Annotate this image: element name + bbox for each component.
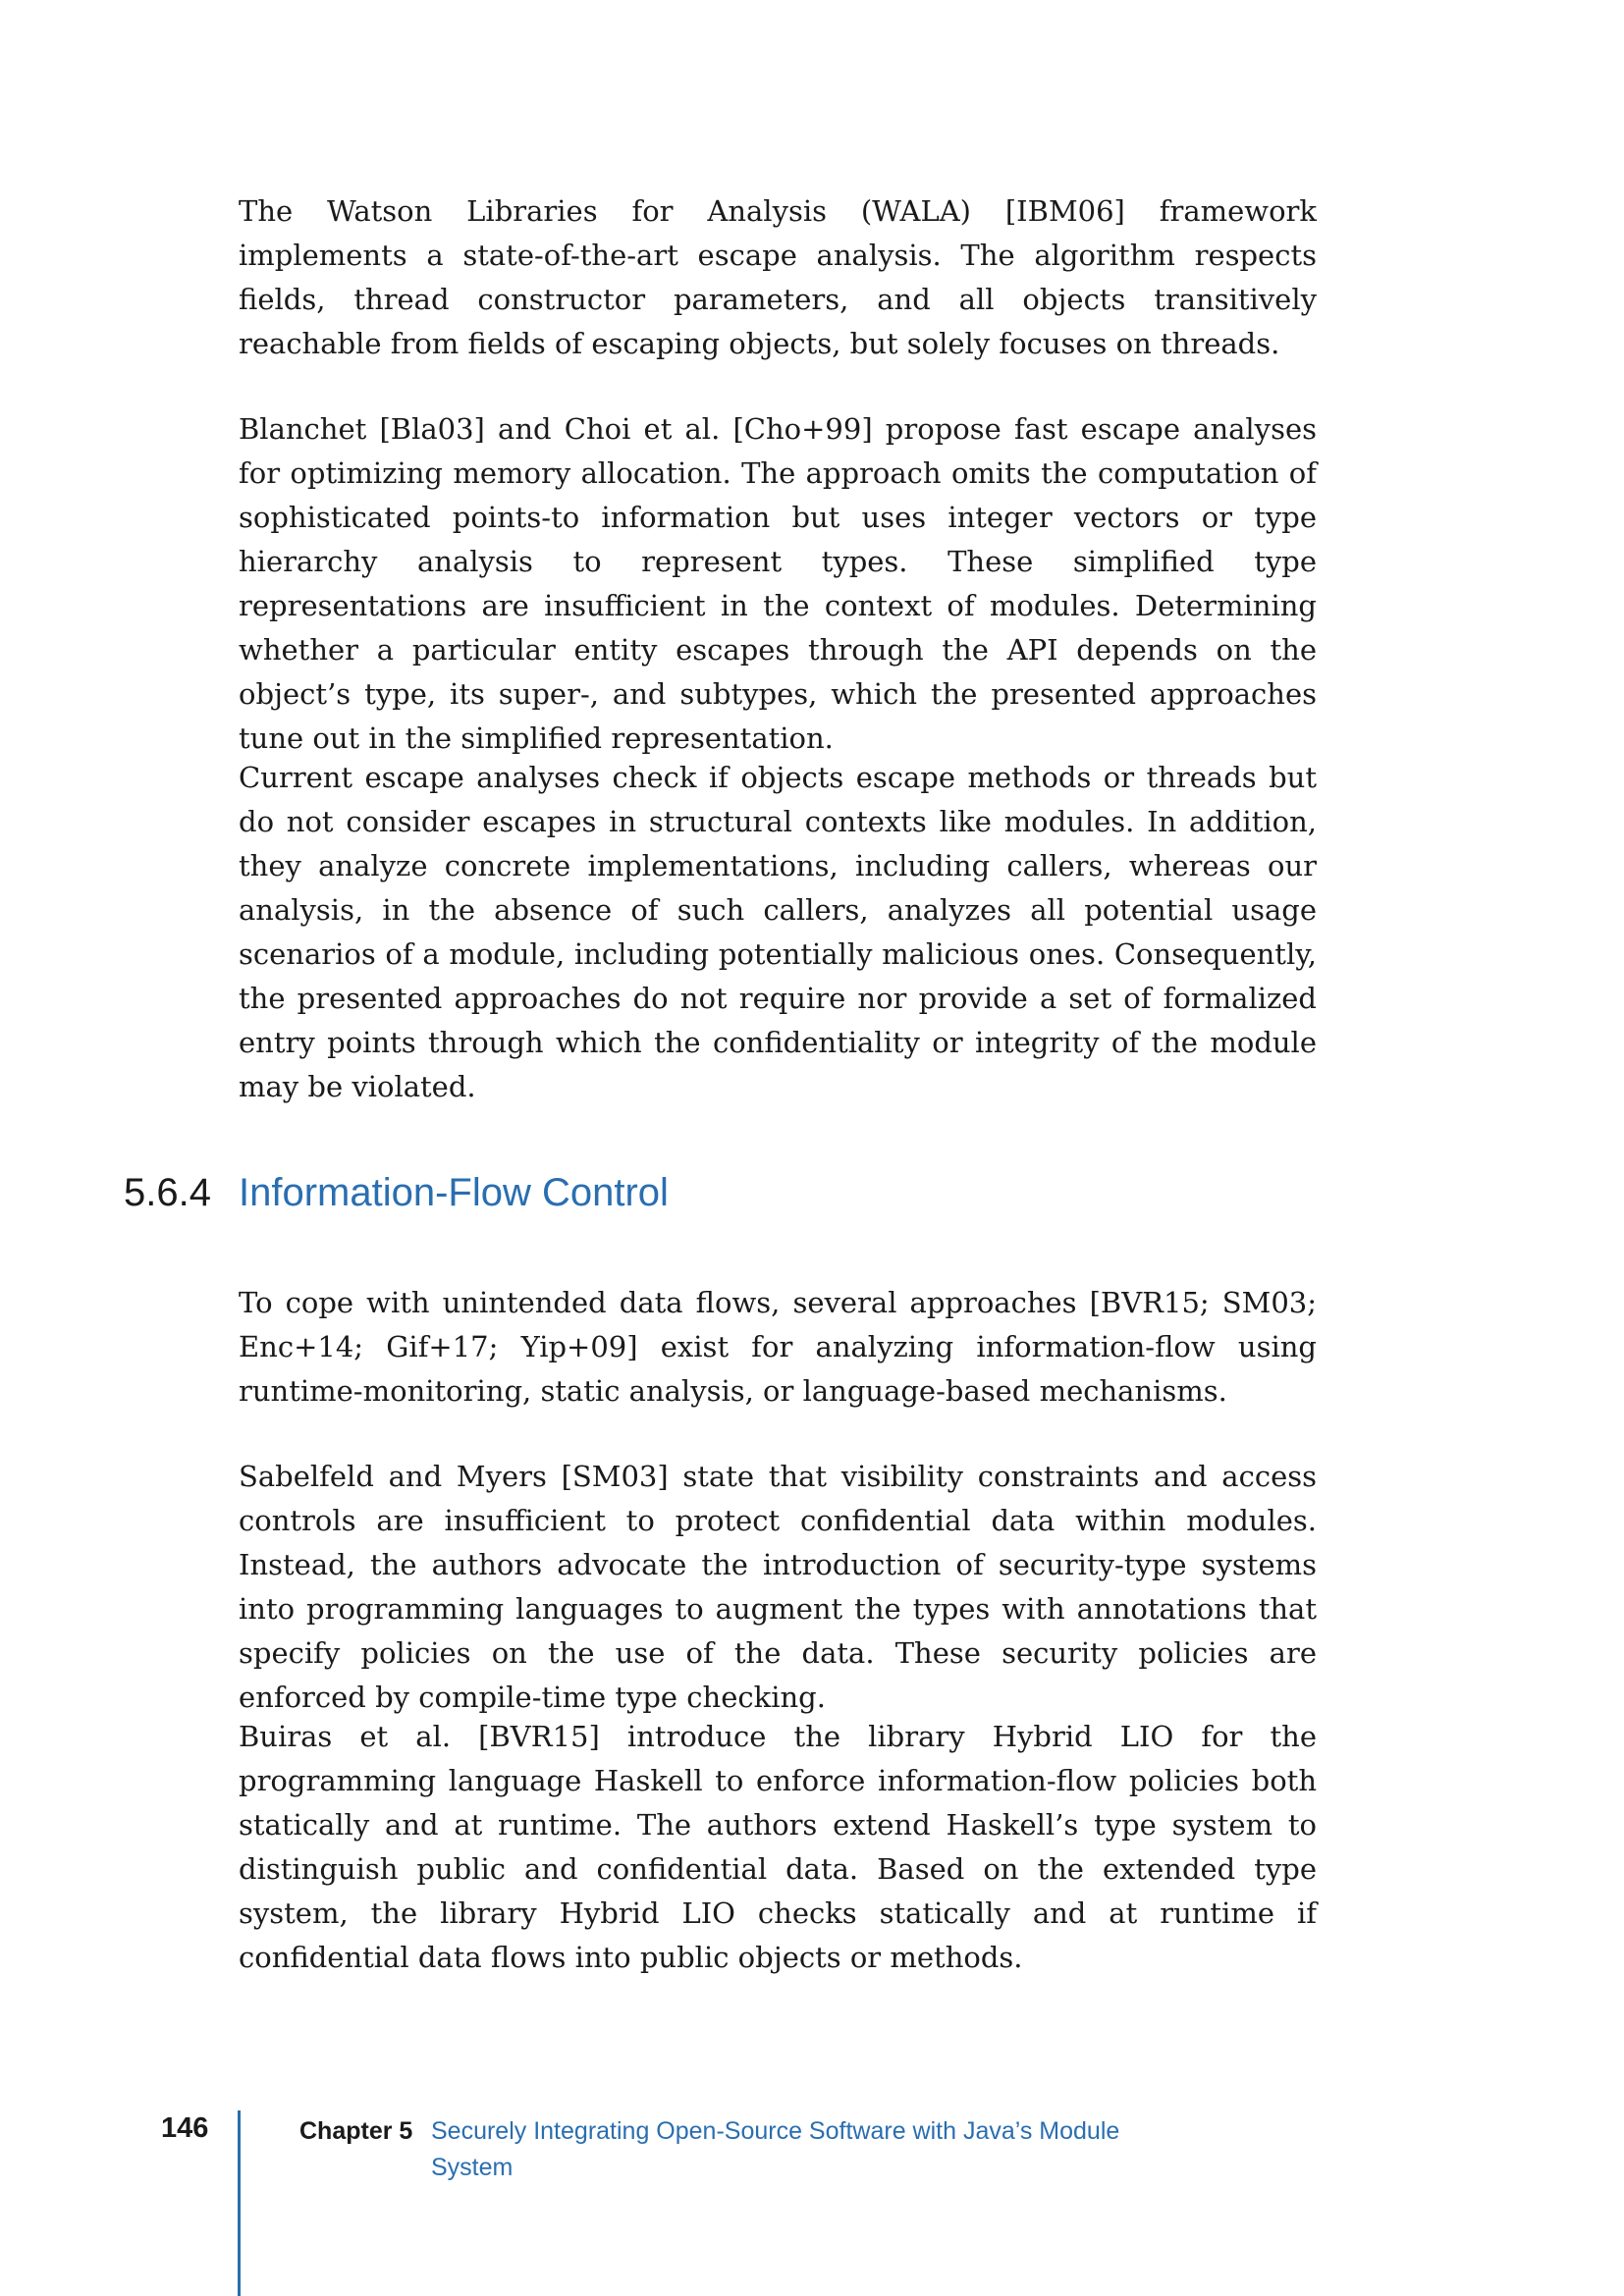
section-number: 5.6.4 xyxy=(124,1171,211,1214)
page-number: 146 xyxy=(161,2112,209,2144)
paragraph-unintended-data-flows: To cope with unintended data flows, several approaches [BVR15; SM03; Enc+14; Gif+17; Yip+09] exist for analyzing information-flow using runtime-monitoring, static analysis, or language-based mechanisms. xyxy=(239,1286,1317,1408)
section-heading xyxy=(124,1168,669,1217)
paragraph-wala: The Watson Libraries for Analysis (WALA) [IBM06] framework implements a state-of-the-art escape analysis. The algorithm respects fields, thread constructor parameters, and all objects transitively reachable from fields of escaping objects, but solely focuses on threads. xyxy=(239,194,1317,360)
paragraph-buiras: Buiras et al. [BVR15] introduce the library Hybrid LIO for the programming language Haskell to enforce information-flow policies both statically and at runtime. The authors extend Haskell’s type system to distinguish public and confidential data. Based on the extended type system, the library Hybrid LIO checks statically and at runtime if confidential data flows into public objects or methods. xyxy=(239,1720,1317,1974)
paragraph-blanchet-choi: Blanchet [Bla03] and Choi et al. [Cho+99] propose fast escape analyses for optimizing memory allocation. The approach omits the computation of sophisticated points-to information but uses integer vectors or type hierarchy analysis to represent types. These simplified type representations are insufficient in the context of modules. Determining whether a particular entity escapes through the API depends on the object’s type, its super-, and subtypes, which the presented approaches tune out in the simplified representation. xyxy=(239,412,1317,755)
footer-rule xyxy=(238,2110,241,2296)
chapter-label: Chapter 5 xyxy=(299,2117,413,2145)
paragraph-sabelfeld-myers: Sabelfeld and Myers [SM03] state that visibility constraints and access controls are insufficient to protect confidential data within modules. Instead, the authors advocate the introduction of security-type systems into programming languages to augment the types with annotations that specify policies on the use of the data. These security policies are enforced by compile-time type checking. xyxy=(239,1460,1317,1714)
section-title: Information-Flow Control xyxy=(239,1171,669,1214)
paragraph-current-escape-analyses: Current escape analyses check if objects escape methods or threads but do not consider escapes in structural contexts like modules. In addition, they analyze concrete implementations, including callers, whereas our analysis, in the absence of such callers, analyzes all potential usage scenarios of a module, including potentially malicious ones. Consequently, the presented approaches do not require nor provide a set of formalized entry points through which the confidentiality or integrity of the module may be violated. xyxy=(239,761,1317,1103)
chapter-title: Securely Integrating Open-Source Software with Java’s Module System xyxy=(431,2117,1120,2181)
